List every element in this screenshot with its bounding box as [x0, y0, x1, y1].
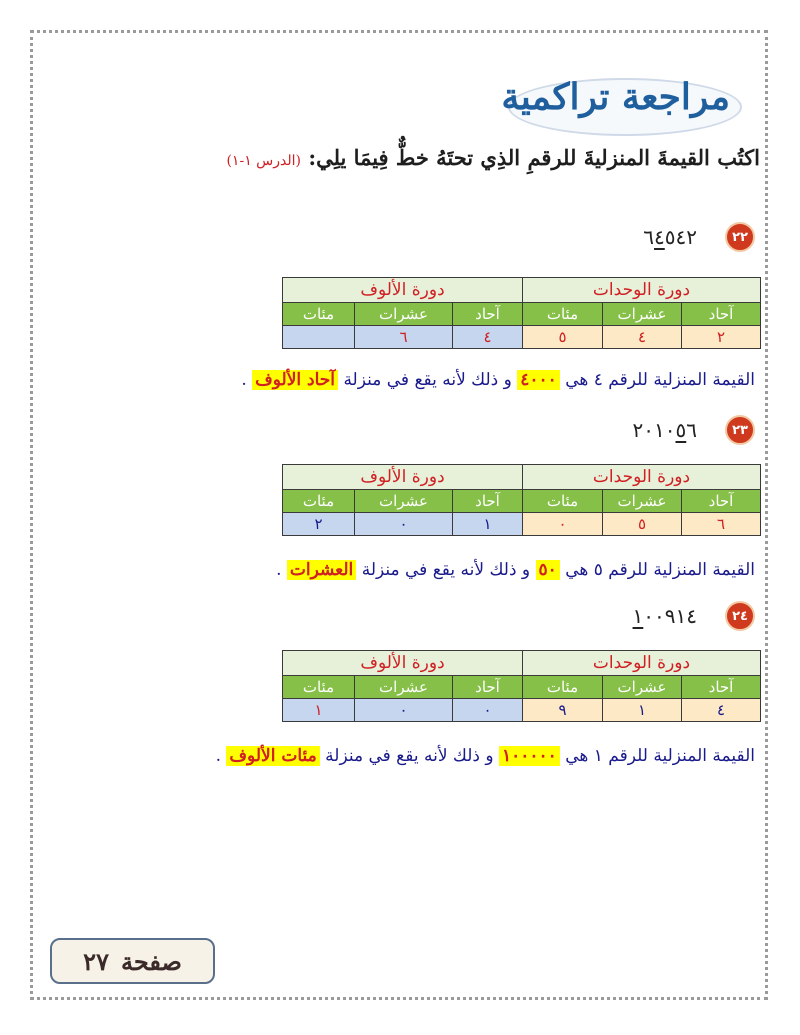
group-ones: دورة الوحدات	[523, 651, 761, 676]
digit-cell: ٤	[453, 326, 523, 349]
answer-line	[241, 370, 755, 390]
digit-cell	[283, 326, 355, 349]
col-header: آحاد	[682, 490, 761, 513]
digit-cell: ٩	[523, 699, 603, 722]
digit-cell: ٠	[355, 513, 453, 536]
place-value-table	[282, 650, 761, 722]
place-value-table	[282, 464, 761, 536]
answer-value: ٤٠٠٠	[517, 370, 560, 390]
col-header: عشرات	[355, 303, 453, 326]
question-badge: ٢٤	[725, 601, 755, 631]
number-part: ٥٤٢	[664, 225, 697, 249]
question-number	[633, 418, 697, 442]
digit-cell: ١	[453, 513, 523, 536]
digit-cell: ٦	[355, 326, 453, 349]
answer-place: العشرات	[287, 560, 356, 580]
question-22	[643, 222, 755, 252]
underlined-digit: ٤	[654, 225, 665, 249]
question-23	[633, 415, 755, 445]
digit-cell: ٤	[682, 699, 761, 722]
col-header: آحاد	[453, 490, 523, 513]
page-number: ٢٧	[83, 946, 109, 976]
col-header: مئات	[523, 303, 603, 326]
number-part: ٦	[686, 418, 697, 442]
number-part: ٦	[643, 225, 655, 249]
group-thousands: دورة الألوف	[283, 465, 523, 490]
number-part: ٠٠٩١٤	[643, 604, 697, 628]
question-badge: ٢٢	[725, 222, 755, 252]
answer-place: آحاد الألوف	[252, 370, 338, 390]
col-header: آحاد	[453, 303, 523, 326]
page-number-box	[50, 938, 215, 984]
question-24	[633, 601, 755, 631]
answer-end: .	[215, 746, 222, 766]
answer-value: ٥٠	[536, 560, 560, 580]
digit-cell: ٠	[453, 699, 523, 722]
col-header: مئات	[283, 303, 355, 326]
digit-cell: ٦	[682, 513, 761, 536]
digit-cell: ٥	[523, 326, 603, 349]
answer-end: .	[276, 560, 282, 580]
digit-cell: ٤	[603, 326, 682, 349]
answer-line	[216, 746, 755, 766]
place-value-table	[282, 277, 761, 349]
lesson-reference: (الدرس ١-١)	[226, 153, 301, 169]
col-header: عشرات	[603, 490, 682, 513]
col-header: آحاد	[453, 676, 523, 699]
col-header: عشرات	[603, 676, 682, 699]
digit-cell: ١	[283, 699, 355, 722]
col-header: عشرات	[603, 303, 682, 326]
col-header: مئات	[283, 490, 355, 513]
col-header: آحاد	[682, 676, 761, 699]
answer-value: ١٠٠٠٠٠	[499, 746, 560, 766]
answer-place: مئات الألوف	[226, 746, 319, 766]
col-header: مئات	[283, 676, 355, 699]
digit-cell: ١	[603, 699, 682, 722]
group-thousands: دورة الألوف	[283, 278, 523, 303]
page-title: مراجعة تراكمية	[501, 76, 730, 118]
answer-end: .	[241, 370, 247, 390]
col-header: مئات	[523, 676, 603, 699]
instruction	[226, 145, 760, 170]
digit-cell: ٢	[283, 513, 355, 536]
question-badge: ٢٣	[725, 415, 755, 445]
underlined-digit: ٥	[675, 418, 687, 442]
instruction-text: اكتُب القيمةَ المنزليةَ للرقمِ الذِي تحتَهُ خطٌّ فِيمَا يلِي:	[308, 145, 760, 170]
digit-cell: ٥	[603, 513, 682, 536]
col-header: عشرات	[355, 676, 453, 699]
answer-line	[276, 560, 755, 580]
digit-cell: ٢	[682, 326, 761, 349]
question-number	[633, 604, 697, 628]
page-label: صفحة	[120, 946, 182, 976]
question-number	[643, 225, 697, 249]
answer-text: القيمة المنزلية للرقم ١ هي	[565, 746, 755, 766]
number-part: ٢٠١٠	[632, 418, 676, 442]
answer-text: القيمة المنزلية للرقم ٤ هي	[565, 370, 755, 390]
answer-text: القيمة المنزلية للرقم ٥ هي	[565, 560, 755, 580]
group-thousands: دورة الألوف	[283, 651, 523, 676]
col-header: آحاد	[682, 303, 761, 326]
group-ones: دورة الوحدات	[523, 278, 761, 303]
col-header: مئات	[523, 490, 603, 513]
answer-text: و ذلك لأنه يقع في منزلة	[325, 746, 494, 766]
answer-text: و ذلك لأنه يقع في منزلة	[361, 560, 531, 580]
title-banner	[482, 70, 742, 140]
col-header: عشرات	[355, 490, 453, 513]
group-ones: دورة الوحدات	[523, 465, 761, 490]
underlined-digit: ١	[632, 604, 644, 628]
digit-cell: ٠	[523, 513, 603, 536]
digit-cell: ٠	[355, 699, 453, 722]
answer-text: و ذلك لأنه يقع في منزلة	[343, 370, 512, 390]
